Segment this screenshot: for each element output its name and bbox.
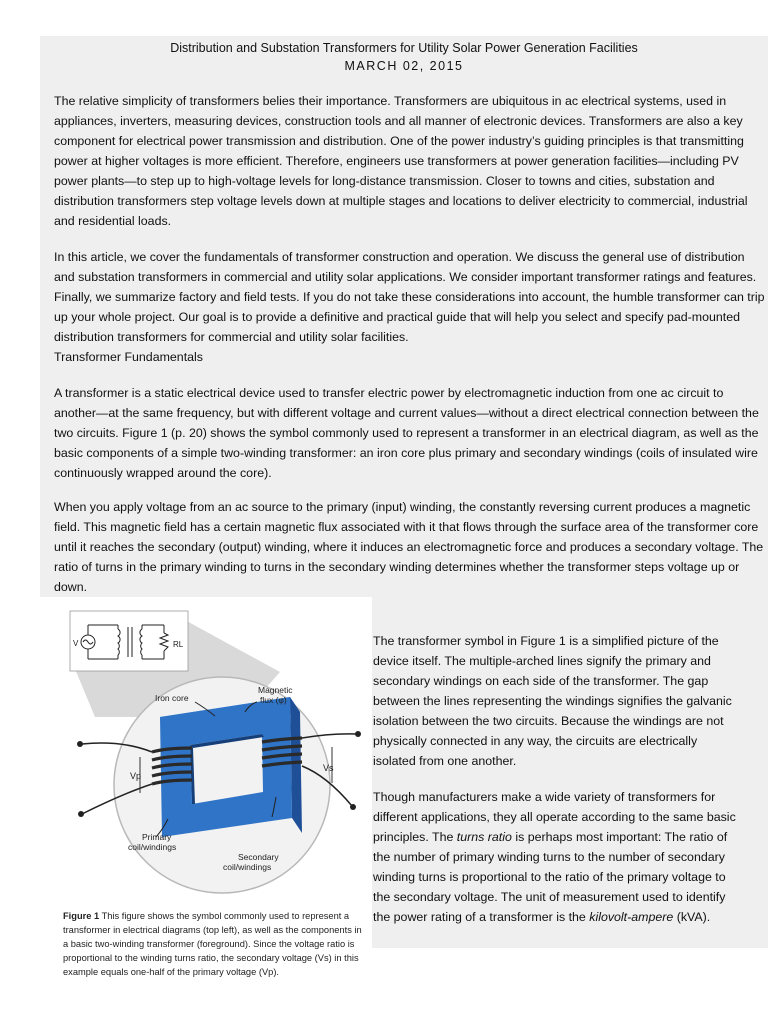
- figure-caption: [63, 909, 363, 979]
- paragraph-4: When you apply voltage from an ac source to the primary (input) winding, the constantly reversing current produces a magnetic field. This magnetic field has a certain magnetic flux associated with it that flows through the surface area of the transformer core until it reaches the secondary (output) winding, where it induces an electromagnetic force and produces a secondary voltage. The ratio of turns in the primary winding to turns in the secondary winding determines whether the transformer steps voltage up or down.: [54, 500, 764, 594]
- primary-label-2: coil/windings: [128, 842, 177, 852]
- turns-ratio-term: turns ratio: [456, 830, 512, 844]
- secondary-label-2: coil/windings: [223, 862, 272, 872]
- figure-caption-text: This figure shows the symbol commonly used to represent a transformer in electrical diagrams (top left), as well as the components in a basic two-winding transformer (foreground). Since the voltage ratio is proportional to the winding turns ratio, the secondary voltage (Vs) in this example equals one-half of the primary voltage (Vp).: [63, 911, 362, 977]
- document-date: MARCH 02, 2015: [344, 59, 464, 73]
- document-title: Distribution and Substation Transformers for Utility Solar Power Generation Facilities: [170, 41, 638, 55]
- transformer-illustration: [40, 597, 372, 907]
- secondary-terminal-top: [355, 731, 361, 737]
- iron-core: [160, 697, 302, 837]
- secondary-label-1: Secondary: [238, 852, 279, 862]
- iron-core-label: Iron core: [155, 693, 189, 703]
- secondary-terminal-bottom: [350, 804, 356, 810]
- vp-label: Vp: [130, 771, 142, 781]
- paragraph-2: In this article, we cover the fundamentals of transformer construction and operation. We discuss the general use of distribution and substation transformers in commercial and utility solar applications. We consider important transformer ratings and features. Finally, we summarize factory and field tests. If you do not take these considerations into account, the humble transformer can trip up your whole project. Our goal is to provide a definitive and practical guide that will help you select and specify pad-mounted distribution transformers for commercial and utility solar facilities.: [54, 250, 765, 344]
- magnetic-flux-label-1: Magnetic: [258, 685, 293, 695]
- figure-caption-label: Figure 1: [63, 911, 100, 921]
- paragraph-1: The relative simplicity of transformers belies their importance. Transformers are ubiquitous in ac electrical systems, used in appliances, inverters, measuring devices, construction tools and all manner of electronic devices. Transformers are also a key component for electrical power transmission and distribution. One of the power industry’s guiding principles is that transmitting power at higher voltages is more efficient. Therefore, engineers use transformers at power generation facilities—including PV power plants—to step up to high-voltage levels for long-distance transmission. Closer to towns and cities, substation and distribution transformers step voltage levels down at multiple stages and locations to deliver electricity to commercial, industrial and residential loads.: [54, 94, 748, 228]
- vs-label: Vs: [323, 763, 334, 773]
- magnetic-flux-label-2: flux (φ): [260, 695, 287, 705]
- right-column-text-2: is perhaps most important: The ratio of the number of primary winding turns to the number of secondary winding turns is proportional to the ratio of the primary voltage to the secondary voltage. The unit of measurement used to identify the power rating of a transformer is the: [373, 830, 728, 924]
- document-header: [40, 36, 768, 75]
- right-column-paragraph-2: [373, 787, 736, 927]
- right-column-text-3: (kVA).: [673, 910, 711, 924]
- figure-1: [40, 597, 372, 1024]
- symbol-v-label: V: [73, 639, 79, 648]
- paragraph-3: A transformer is a static electrical device used to transfer electric power by electromagnetic induction from one ac circuit to another—at the same frequency, but with different voltage and current values—without a direct electrical connection between the two circuits. Figure 1 (p. 20) shows the symbol commonly used to represent a transformer in an electrical diagram, as well as the basic components of a simple two-winding transformer: an iron core plus primary and secondary windings (coils of insulated wire continuously wrapped around the core).: [54, 386, 759, 480]
- symbol-rl-label: RL: [173, 640, 184, 649]
- primary-terminal-bottom: [78, 811, 84, 817]
- right-column-text-1: Though manufacturers make a wide variety of transformers for different applications, they all operate according to the same basic principles. The: [373, 790, 736, 844]
- section-heading: Transformer Fundamentals: [54, 350, 203, 364]
- primary-terminal-top: [77, 741, 83, 747]
- kva-term: kilovolt-ampere: [589, 910, 674, 924]
- primary-label-1: Primary: [142, 832, 172, 842]
- right-column-paragraph-1: The transformer symbol in Figure 1 is a simplified picture of the device itself. The multiple-arched lines signify the primary and secondary windings on each side of the transformer. The gap between the lines representing the windings signifies the galvanic isolation between the two circuits. Because the windings are not physically connected in any way, the circuits are electrically isolated from one another.: [373, 634, 732, 768]
